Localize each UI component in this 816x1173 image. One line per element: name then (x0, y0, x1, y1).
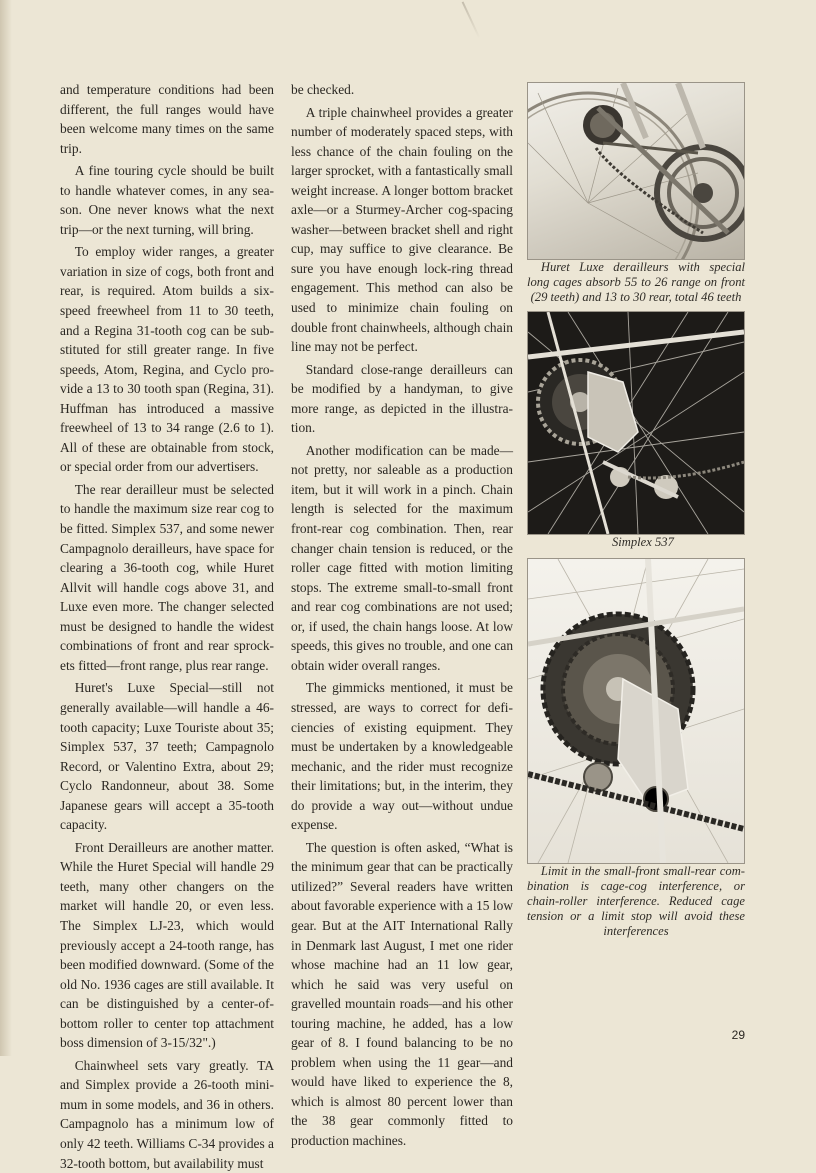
paragraph: Standard close-range derailleurs can be modified by a handyman, to give more range, as depicted in the illustration. (291, 361, 513, 436)
figure-column (527, 80, 745, 939)
text-column-1 (60, 80, 274, 1173)
paragraph: The question is often asked, “What is the minimum gear that can be practically utilized?” Several readers have written about favorable experience with a 15 low gear. But at the AIT International Rally in Denmark last August, I met one rider whose machine had an 11 low gear, which he said was very useful on gravelled mountain roads—and his other touring machine, he added, has a low gear of 8. I found balancing to be no problem when using the 11 gear—and would have liked to experience the 8, which is almost 80 percent lower than the 38 gear commonly fitted to production machines. (291, 839, 513, 1148)
figure-caption: Limit in the small-front small-rear combination is cage-cog interference, or chain-roller interference. Reduced cage tension or a limit stop will avoid these interferences (527, 864, 745, 938)
paragraph: Another modification can be made—not pretty, nor saleable as a production item, but it will work in a pinch. Chain length is selected for the maximum front-rear cog combination. Then, rear changer chain tension is reduced, or the roller cage fitted with motion limiting stops. The extreme small-to-small front and rear cog combinations are not used; or, if used, the chain hangs loose. At low speeds, this gives no trouble, and one can obtain wider overall ranges. (291, 442, 514, 673)
photo-simplex-537 (527, 311, 745, 535)
photo-freewheel-and-cage (528, 559, 744, 863)
paragraph: Front Derailleurs are another matter. While the Huret Special will handle 29 teeth, many other changers on the market will handle 20, or even less. The Simplex LJ-23, which would previously accept a 24-tooth range, has been modified downward. (Some of the old No. 1936 cages are still available. It can be distinguished by a center-of-bottom roller to center top attachment boss dimension of 3-15/32".) (60, 839, 274, 1051)
paragraph: The gimmicks mentioned, it must be stressed, are ways to correct for deficiencies of existing equipment. They must be undertaken by a knowledgeable mechanic, and the rider must recognize their limitations; but, in the interim, they do provide a way out—without undue expense. (291, 680, 513, 833)
paragraph: To employ wider ranges, a greater variation in size of cogs, both front and rear, is required. Atom builds a six-speed freewheel from 11 to 30 teeth, and a Regina 31-tooth cog can be substituted for still greater range. In five speeds, Atom, Regina, and Cyclo provide a 13 to 30 tooth span (Regina, 31). Huffman has introduced a massive freewheel of 13 to 34 range (2.6 to 1). All of these are obtainable from stock, or special order from our advertisers. (60, 244, 274, 475)
page-number: 29 (731, 1028, 745, 1042)
paragraph: The rear derailleur must be selected to handle the maximum size rear cog to be fitted. Simplex 537, and some newer Campagnolo derailleurs, have space for clearing a 36-tooth cog, while Huret Allvit will handle cogs above 31, and Luxe even more. The changer selected must be designed to handle the widest combinations of front and rear sprockets fitted—front range, plus rear range. (60, 481, 274, 673)
photo-rear-derailleur-closeup (528, 312, 744, 534)
photo-huret-luxe-derailleur (527, 82, 745, 260)
photo-cage-cog-interference (527, 558, 745, 864)
photo-bicycle-rear-wheel (528, 83, 744, 259)
paragraph: be checked. (291, 82, 355, 97)
paragraph: Huret's Luxe Special—still not generally available—will handle a 46-tooth capacity; Luxe Touriste about 35; Simplex 537, 37 teeth; Campagnolo Record, or Valentino Extra, about 29; Cyclo Randonneur, about 38. Some Japanese gears will accept a 35-tooth capacity. (60, 680, 274, 833)
page-binding-edge (0, 0, 12, 1056)
paragraph: Chainwheel sets vary greatly. TA and Simplex provide a 26-tooth minimum in some models, and 36 in others. Campagnolo has a minimum low of only 42 teeth. Williams C-34 provides a 32-tooth bottom, but availability must (60, 1057, 274, 1171)
paragraph: and temperature conditions had been different, the full ranges would have been welcome many times on the same trip. (60, 82, 274, 156)
figure-caption: Simplex 537 (611, 535, 674, 549)
figure-caption: Huret Luxe derailleurs with special long cages absorb 55 to 26 range on front (29 teeth) and 13 to 30 rear, total 46 teeth (527, 260, 745, 304)
paper-crease (462, 1, 481, 38)
paragraph: A triple chainwheel provides a greater number of moderately spaced steps, with less chance of the chain fouling on the larger sprocket, with a fantastically small weight increase. A longer bottom bracket axle—or a Sturmey-Archer cog-spacing washer—between bracket shell and right cup, may suffice to give clearance. Be sure you have enough lock-ring thread engagement. This method can also be used to minimize chain fouling on double front chainwheels, although chain line may not be perfect. (291, 104, 513, 355)
text-column-2 (291, 80, 513, 1151)
paragraph: A fine touring cycle should be built to handle whatever comes, in any season. One never knows what the next trip—or the next turning, will bring. (60, 163, 274, 237)
